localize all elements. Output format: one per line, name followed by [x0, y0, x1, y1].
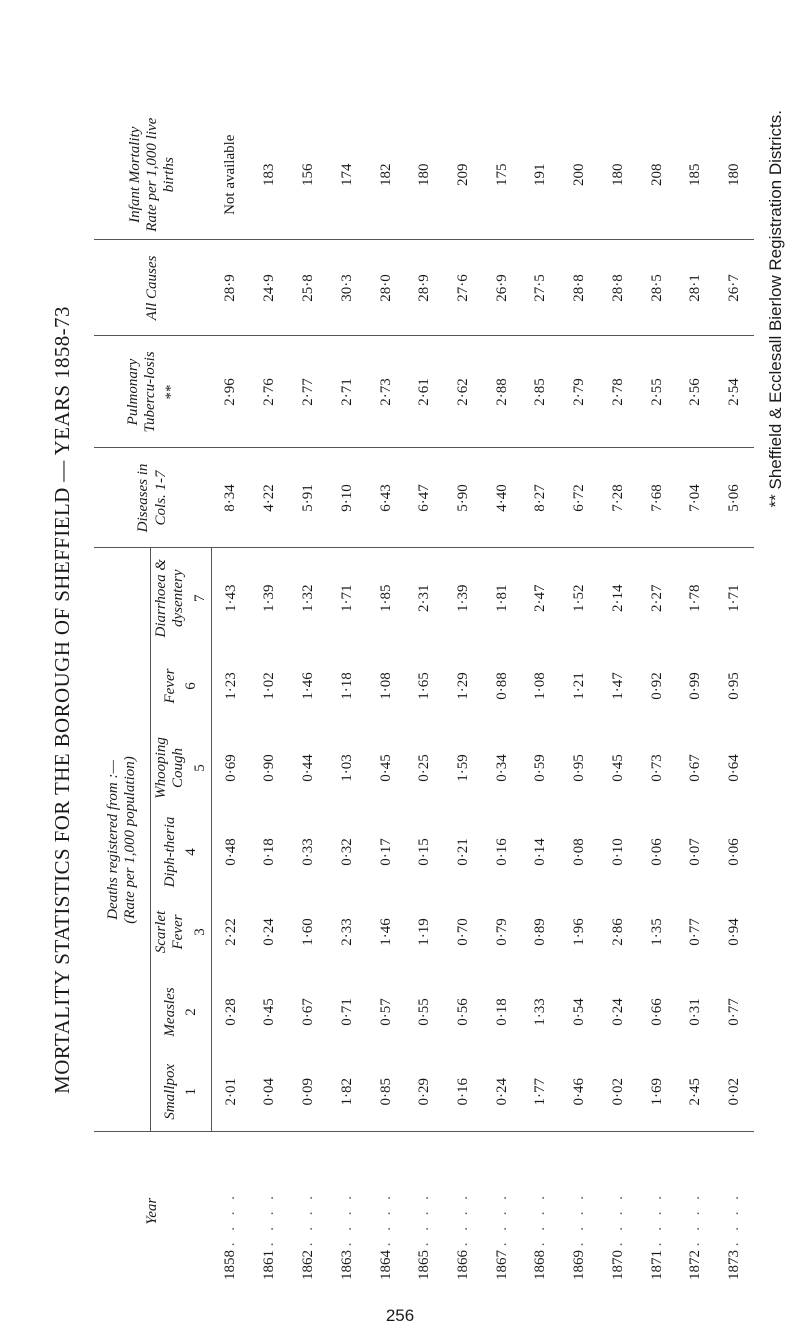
diphtheria-cell: 0·06	[648, 838, 665, 866]
fever-cell: 1·02	[261, 672, 278, 700]
year-leader-dots: . . . .	[726, 1192, 743, 1247]
fever-cell: 0·88	[493, 672, 510, 700]
fever-cell: 1·29	[455, 672, 472, 700]
diphtheria-cell: 0·15	[416, 838, 433, 866]
rotated-page	[50, 110, 790, 1290]
scarlet-fever-cell: 2·86	[609, 918, 626, 946]
pulmonary-tuberculosis-cell: 2·56	[676, 336, 715, 448]
whooping-cough-cell: 0·44	[300, 754, 317, 782]
fever-cell: 0·95	[726, 672, 743, 700]
diseases-total-cell: 7·68	[638, 448, 677, 548]
footnote: ** Sheffield & Ecclesall Bierlow Registration Districts.	[766, 110, 785, 508]
whooping-cough-cell: 0·64	[726, 754, 743, 782]
diarrhoea-cell: 1·52	[560, 548, 599, 648]
whooping-cough-cell: 1·59	[455, 754, 472, 782]
fever-cell: 0·92	[648, 672, 665, 700]
diphtheria-cell: 0·08	[571, 838, 588, 866]
measles-cell: 0·56	[455, 998, 472, 1026]
infant-mortality-cell: 180	[609, 163, 626, 186]
diarrhoea-cell: 1·71	[715, 548, 754, 648]
smallpox-cell: 0·29	[416, 1078, 433, 1106]
pulmonary-tuberculosis-cell: 2·85	[522, 336, 561, 448]
diarrhoea-cell: 1·81	[483, 548, 522, 648]
all-causes-cell: 28·5	[638, 240, 677, 336]
year-leader-dots: . . . .	[493, 1192, 510, 1247]
all-causes-cell: 28·0	[367, 240, 406, 336]
infant-mortality-cell: 183	[261, 163, 278, 186]
diarrhoea-cell: 1·39	[251, 548, 290, 648]
table-row	[522, 110, 561, 1290]
infant-mortality-cell: 180	[726, 163, 743, 186]
year-header: Year	[94, 1132, 211, 1290]
all-causes-cell: 26·9	[483, 240, 522, 336]
year-value: 1873	[726, 1250, 743, 1280]
diphtheria-header-num: 4	[182, 848, 199, 856]
diphtheria-cell: 0·10	[609, 838, 626, 866]
infant-mortality-cell: 182	[377, 163, 394, 186]
infant-mortality-header	[94, 110, 211, 240]
fever-cell: 1·65	[416, 672, 433, 700]
whooping-cough-cell: 0·69	[222, 754, 239, 782]
year-cell	[444, 1132, 483, 1290]
whooping-cough-cell: 1·03	[338, 754, 355, 782]
diseases-total-cell: 8·27	[522, 448, 561, 548]
fever-cell: 1·21	[571, 672, 588, 700]
whooping-cough-cell: 0·59	[532, 754, 549, 782]
measles-cell: 1·33	[532, 998, 549, 1026]
diphtheria-cell: 0·17	[377, 838, 394, 866]
smallpox-cell: 0·16	[455, 1078, 472, 1106]
table-row	[715, 110, 754, 1290]
diarrhoea-cell: 1·39	[444, 548, 483, 648]
table-row	[483, 110, 522, 1290]
diphtheria-cell: 0·16	[493, 838, 510, 866]
diphtheria-cell: 0·07	[687, 838, 704, 866]
whooping-cough-cell: 0·90	[261, 754, 278, 782]
all-causes-cell: 28·8	[560, 240, 599, 336]
table-row	[676, 110, 715, 1290]
diseases-total-cell: 9·10	[328, 448, 367, 548]
table-row	[251, 110, 290, 1290]
year-cell	[560, 1132, 599, 1290]
fever-cell: 1·23	[222, 672, 239, 700]
infant-mortality-cell: Not available	[222, 134, 239, 215]
year-cell	[405, 1132, 444, 1290]
diseases-total-cell: 6·47	[405, 448, 444, 548]
diphtheria-header-label: Diph-theria	[161, 816, 178, 888]
scarlet-fever-cell: 0·70	[455, 918, 472, 946]
table-row	[599, 110, 638, 1290]
pulmonary-tuberculosis-cell: 2·62	[444, 336, 483, 448]
fever-cell: 1·46	[300, 672, 317, 700]
all-causes-cell: 24·9	[251, 240, 290, 336]
smallpox-cell: 1·69	[648, 1078, 665, 1106]
diseases-total-cell: 5·90	[444, 448, 483, 548]
diarrhoea-header-label: Diarrhoea & dysentery	[153, 559, 187, 638]
pulmonary-header-num: **	[163, 384, 180, 400]
measles-cell: 0·24	[609, 998, 626, 1026]
year-value: 1865	[416, 1250, 433, 1280]
all-causes-cell: 28·1	[676, 240, 715, 336]
pulmonary-tuberculosis-cell: 2·73	[367, 336, 406, 448]
smallpox-cell: 2·45	[687, 1078, 704, 1106]
page-number: 256	[385, 1306, 415, 1325]
year-cell	[211, 1132, 250, 1290]
year-value: 1867	[493, 1250, 510, 1280]
year-cell	[367, 1132, 406, 1290]
all-causes-cell: 28·9	[211, 240, 250, 336]
diseases-header-label: Diseases in Cols. 1-7	[135, 463, 169, 533]
whooping-cough-cell: 0·67	[687, 754, 704, 782]
scarlet-fever-cell: 1·60	[300, 918, 317, 946]
table-row	[405, 110, 444, 1290]
pulmonary-header-label: Pulmonary Tubercu-losis	[124, 351, 158, 433]
year-leader-dots: . . . .	[455, 1192, 472, 1247]
year-value: 1869	[571, 1250, 588, 1280]
diphtheria-cell: 0·48	[222, 838, 239, 866]
smallpox-cell: 0·02	[726, 1078, 743, 1106]
infant-mortality-cell: 191	[532, 163, 549, 186]
year-leader-dots: . . . .	[416, 1192, 433, 1247]
pulmonary-tuberculosis-cell: 2·55	[638, 336, 677, 448]
diseases-total-cell: 7·28	[599, 448, 638, 548]
year-cell	[251, 1132, 290, 1290]
fever-cell: 0·99	[687, 672, 704, 700]
year-cell	[676, 1132, 715, 1290]
scarlet-fever-cell: 2·33	[338, 918, 355, 946]
diphtheria-cell: 0·14	[532, 838, 549, 866]
year-cell	[289, 1132, 328, 1290]
diseases-total-cell: 4·40	[483, 448, 522, 548]
measles-cell: 0·71	[338, 998, 355, 1026]
pulmonary-header	[94, 336, 211, 448]
diphtheria-cell: 0·33	[300, 838, 317, 866]
fever-cell: 1·47	[609, 672, 626, 700]
scarlet-fever-cell: 0·77	[687, 918, 704, 946]
measles-cell: 0·31	[687, 998, 704, 1026]
year-value: 1872	[687, 1250, 704, 1280]
measles-cell: 0·54	[571, 998, 588, 1026]
page-title: MORTALITY STATISTICS FOR THE BOROUGH OF SHEFFIELD — YEARS 1858-73	[50, 306, 74, 1094]
measles-cell: 0·45	[261, 998, 278, 1026]
scarlet-fever-header	[151, 892, 212, 972]
measles-cell: 0·57	[377, 998, 394, 1026]
infant-mortality-cell: 156	[300, 163, 317, 186]
diseases-header	[94, 448, 211, 548]
year-cell	[638, 1132, 677, 1290]
year-leader-dots: . . . .	[532, 1192, 549, 1247]
year-cell	[715, 1132, 754, 1290]
diseases-total-cell: 5·91	[289, 448, 328, 548]
measles-header-num: 2	[182, 1008, 199, 1016]
measles-header-label: Measles	[161, 987, 178, 1037]
diarrhoea-cell: 2·31	[405, 548, 444, 648]
pulmonary-tuberculosis-cell: 2·78	[599, 336, 638, 448]
table-row	[560, 110, 599, 1290]
smallpox-cell: 0·09	[300, 1078, 317, 1106]
table-body	[211, 110, 754, 1290]
whooping-cough-cell: 0·25	[416, 754, 433, 782]
year-value: 1870	[609, 1250, 626, 1280]
fever-cell: 1·08	[532, 672, 549, 700]
whooping-cough-header-num: 5	[191, 764, 208, 772]
pulmonary-tuberculosis-cell: 2·54	[715, 336, 754, 448]
smallpox-cell: 0·46	[571, 1078, 588, 1106]
fever-cell: 1·18	[338, 672, 355, 700]
smallpox-cell: 1·77	[532, 1078, 549, 1106]
whooping-cough-header-label: Whooping Cough	[153, 737, 187, 799]
year-value: 1866	[455, 1250, 472, 1280]
year-leader-dots: . . . .	[687, 1192, 704, 1247]
scarlet-fever-header-num: 3	[191, 928, 208, 936]
year-cell	[522, 1132, 561, 1290]
whooping-cough-header	[151, 724, 212, 812]
table-row	[367, 110, 406, 1290]
deaths-group-title: Deaths registered from :—	[104, 760, 121, 920]
smallpox-cell: 0·24	[493, 1078, 510, 1106]
all-causes-cell: 27·5	[522, 240, 561, 336]
year-leader-dots: . . . .	[648, 1192, 665, 1247]
diarrhoea-cell: 1·85	[367, 548, 406, 648]
deaths-group-header	[94, 548, 151, 1132]
pulmonary-tuberculosis-cell: 2·96	[211, 336, 250, 448]
year-value: 1863	[338, 1250, 355, 1280]
scarlet-fever-cell: 0·79	[493, 918, 510, 946]
measles-cell: 0·66	[648, 998, 665, 1026]
smallpox-cell: 0·02	[609, 1078, 626, 1106]
diphtheria-cell: 0·32	[338, 838, 355, 866]
scarlet-fever-cell: 1·96	[571, 918, 588, 946]
fever-header-label: Fever	[161, 668, 178, 704]
year-value: 1858	[222, 1250, 239, 1280]
whooping-cough-cell: 0·34	[493, 754, 510, 782]
year-value: 1861	[261, 1250, 278, 1280]
infant-mortality-cell: 209	[455, 163, 472, 186]
year-leader-dots: . . . .	[377, 1192, 394, 1247]
diarrhoea-cell: 2·47	[522, 548, 561, 648]
smallpox-cell: 0·85	[377, 1078, 394, 1106]
year-cell	[328, 1132, 367, 1290]
diseases-total-cell: 6·72	[560, 448, 599, 548]
scarlet-fever-cell: 1·46	[377, 918, 394, 946]
infant-mortality-cell: 175	[493, 163, 510, 186]
diarrhoea-cell: 2·14	[599, 548, 638, 648]
all-causes-cell: 28·9	[405, 240, 444, 336]
measles-cell: 0·67	[300, 998, 317, 1026]
year-value: 1864	[377, 1250, 394, 1280]
scarlet-fever-cell: 0·24	[261, 918, 278, 946]
all-causes-cell: 27·6	[444, 240, 483, 336]
pulmonary-tuberculosis-cell: 2·71	[328, 336, 367, 448]
year-value: 1868	[532, 1250, 549, 1280]
scarlet-fever-cell: 2·22	[222, 918, 239, 946]
smallpox-cell: 1·82	[338, 1078, 355, 1106]
year-leader-dots: . . . .	[571, 1192, 588, 1247]
pulmonary-tuberculosis-cell: 2·88	[483, 336, 522, 448]
measles-cell: 0·77	[726, 998, 743, 1026]
year-leader-dots: . . . .	[261, 1192, 278, 1247]
infant-mortality-cell: 180	[416, 163, 433, 186]
table-row	[211, 110, 250, 1290]
table-row	[289, 110, 328, 1290]
measles-header	[151, 972, 212, 1052]
diseases-total-cell: 4·22	[251, 448, 290, 548]
measles-cell: 0·18	[493, 998, 510, 1026]
diarrhoea-header	[151, 548, 212, 648]
fever-header-num: 6	[182, 682, 199, 690]
diarrhoea-cell: 1·43	[211, 548, 250, 648]
diarrhoea-header-num: 7	[191, 594, 208, 602]
pulmonary-tuberculosis-cell: 2·61	[405, 336, 444, 448]
scarlet-fever-cell: 0·94	[726, 918, 743, 946]
year-cell	[483, 1132, 522, 1290]
diarrhoea-cell: 1·71	[328, 548, 367, 648]
diseases-total-cell: 5·06	[715, 448, 754, 548]
deaths-group-subtitle: (Rate per 1,000 population)	[122, 756, 138, 924]
diphtheria-header	[151, 812, 212, 892]
measles-cell: 0·28	[222, 998, 239, 1026]
all-causes-cell: 26·7	[715, 240, 754, 336]
year-value: 1871	[648, 1250, 665, 1280]
pulmonary-tuberculosis-cell: 2·77	[289, 336, 328, 448]
infant-mortality-header-label: Infant Mortality Rate per 1,000 live births	[126, 117, 178, 232]
all-causes-header	[94, 240, 211, 336]
year-cell	[599, 1132, 638, 1290]
scarlet-fever-header-label: Scarlet Fever	[153, 910, 187, 954]
scarlet-fever-cell: 1·19	[416, 918, 433, 946]
fever-cell: 1·08	[377, 672, 394, 700]
diarrhoea-cell: 1·32	[289, 548, 328, 648]
all-causes-cell: 25·8	[289, 240, 328, 336]
smallpox-cell: 0·04	[261, 1078, 278, 1106]
infant-mortality-cell: 208	[648, 163, 665, 186]
diarrhoea-cell: 1·78	[676, 548, 715, 648]
pulmonary-tuberculosis-cell: 2·79	[560, 336, 599, 448]
whooping-cough-cell: 0·45	[377, 754, 394, 782]
year-leader-dots: . . . .	[609, 1192, 626, 1247]
fever-header	[151, 648, 212, 724]
year-leader-dots: . . . .	[222, 1192, 239, 1247]
measles-cell: 0·55	[416, 998, 433, 1026]
smallpox-header-label: Smallpox	[161, 1063, 178, 1120]
whooping-cough-cell: 0·45	[609, 754, 626, 782]
infant-mortality-cell: 174	[338, 163, 355, 186]
smallpox-header	[151, 1052, 212, 1132]
whooping-cough-cell: 0·95	[571, 754, 588, 782]
all-causes-cell: 30·3	[328, 240, 367, 336]
infant-mortality-cell: 185	[687, 163, 704, 186]
smallpox-cell: 2·01	[222, 1078, 239, 1106]
whooping-cough-cell: 0·73	[648, 754, 665, 782]
all-causes-cell: 28·8	[599, 240, 638, 336]
diarrhoea-cell: 2·27	[638, 548, 677, 648]
year-leader-dots: . . . .	[338, 1192, 355, 1247]
table-row	[638, 110, 677, 1290]
diphtheria-cell: 0·21	[455, 838, 472, 866]
year-leader-dots: . . . .	[300, 1192, 317, 1247]
year-value: 1862	[300, 1250, 317, 1280]
all-causes-header-label: All Causes	[144, 255, 160, 321]
smallpox-header-num: 1	[182, 1088, 199, 1096]
scarlet-fever-cell: 0·89	[532, 918, 549, 946]
diseases-total-cell: 8·34	[211, 448, 250, 548]
table-row	[328, 110, 367, 1290]
scarlet-fever-cell: 1·35	[648, 918, 665, 946]
pulmonary-tuberculosis-cell: 2·76	[251, 336, 290, 448]
mortality-table	[94, 110, 754, 1290]
diphtheria-cell: 0·18	[261, 838, 278, 866]
infant-mortality-cell: 200	[571, 163, 588, 186]
table-row	[444, 110, 483, 1290]
diseases-total-cell: 6·43	[367, 448, 406, 548]
diseases-total-cell: 7·04	[676, 448, 715, 548]
diphtheria-cell: 0·06	[726, 838, 743, 866]
